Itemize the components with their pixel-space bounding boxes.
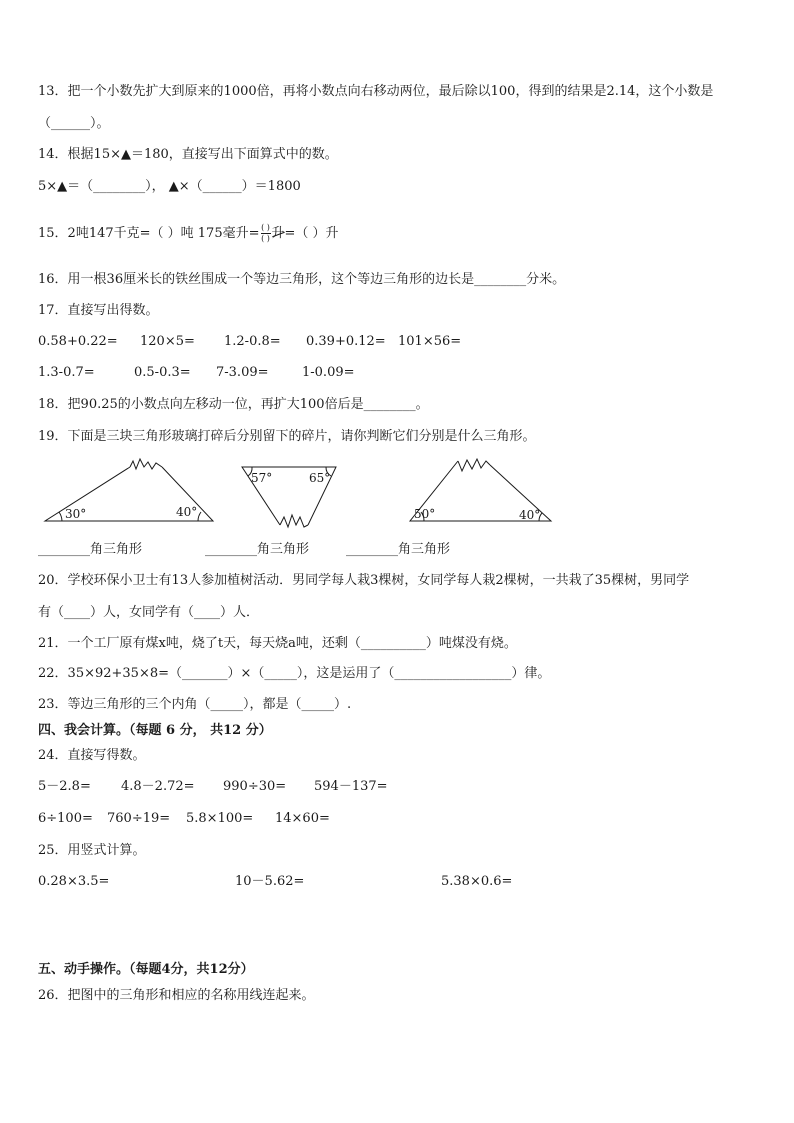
q17-r2-c1: 1.3-0.7= [38, 365, 95, 380]
q16-text: 16．用一根36厘米长的铁丝围成一个等边三角形，这个等边三角形的边长是________分米。 [38, 272, 566, 287]
q26-text: 26．把图中的三角形和相应的名称用线连起来。 [38, 988, 315, 1003]
q17-title: 17．直接写出得数。 [38, 303, 159, 318]
q19-fig2-left-angle: 57° [251, 471, 273, 485]
q25-item-1: 0.28×3.5= [38, 874, 110, 889]
q24-r2-c4: 14×60= [275, 811, 330, 826]
q15-strike-text: 升 [271, 226, 285, 241]
q19-fig3-left-angle: 50° [414, 507, 436, 521]
q17-r1-c5: 101×56= [398, 334, 462, 349]
q14-line1: 14．根据15×▲＝180，直接写出下面算式中的数。 [38, 147, 338, 162]
q17-r1-c2: 120×5= [140, 334, 195, 349]
section4-title: 四、我会计算。（每题 6 分， 共12 分） [38, 723, 272, 738]
q24-r1-c4: 594－137= [314, 779, 388, 794]
q17-r1-c1: 0.58+0.22= [38, 334, 118, 349]
q24-r2-c1: 6÷100= [38, 811, 93, 826]
q20-line2: 有（____）人，女同学有（____）人． [38, 605, 260, 620]
q14-line2: 5×▲＝（________）， ▲×（______）＝1800 [38, 179, 301, 194]
q13-line1: 13．把一个小数先扩大到原来的1000倍，再将小数点向右移动两位，最后除以100，得到的结果是2.14，这个小数是 [38, 84, 714, 99]
q24-r2-c2: 760÷19= [107, 811, 171, 826]
q17-r1-c3: 1.2-0.8= [224, 334, 281, 349]
q15-fraction [261, 224, 271, 243]
q19-answer-3: ________角三角形 [346, 542, 451, 557]
q24-r1-c3: 990÷30= [223, 779, 287, 794]
q22-text: 22．35×92+35×8=（_______）×（_____），这是运用了（__________________）律。 [38, 666, 551, 681]
q15-frac-num: ( ) [261, 223, 270, 232]
q19-answer-2: ________角三角形 [205, 542, 310, 557]
q17-r1-c4: 0.39+0.12= [306, 334, 386, 349]
q19-answer-1: ________角三角形 [38, 542, 143, 557]
q19-figures [0, 455, 794, 535]
q19-fig3-right-angle: 40° [519, 508, 541, 522]
q17-r2-c3: 7-3.09= [216, 365, 269, 380]
q13-line2: （______）。 [38, 116, 110, 131]
q17-r2-c2: 0.5-0.3= [134, 365, 191, 380]
q24-r1-c2: 4.8－2.72= [121, 779, 195, 794]
q19-fig1-left-angle: 30° [65, 507, 87, 521]
q20-line1: 20．学校环保小卫士有13人参加植树活动．男同学每人栽3棵树，女同学每人栽2棵树，一共栽了35棵树，男同学 [38, 573, 690, 588]
q19-fig2-triangle-fragment [242, 467, 336, 527]
q24-title: 24．直接写得数。 [38, 748, 146, 763]
q15-line [38, 224, 339, 243]
q24-r1-c1: 5－2.8= [38, 779, 91, 794]
q15-part2: =（ ）升 [284, 226, 339, 241]
q19-fig2-right-angle: 65° [309, 471, 331, 485]
q25-title: 25．用竖式计算。 [38, 843, 146, 858]
q25-item-3: 5.38×0.6= [441, 874, 513, 889]
q19-fig1-right-angle: 40° [176, 505, 198, 519]
q19-text: 19．下面是三块三角形玻璃打碎后分别留下的碎片，请你判断它们分别是什么三角形。 [38, 429, 536, 444]
section5-title: 五、动手操作。（每题4分，共12分） [38, 962, 254, 977]
q15-part1: 15．2吨147千克=（ ）吨 175毫升= [38, 226, 260, 241]
q19-fig1-triangle-fragment [45, 459, 213, 521]
q23-text: 23．等边三角形的三个内角（_____），都是（_____）. [38, 697, 352, 712]
q24-r2-c3: 5.8×100= [186, 811, 254, 826]
q19-fig3-triangle-fragment [410, 459, 551, 522]
q25-item-2: 10－5.62= [235, 874, 305, 889]
q17-r2-c4: 1-0.09= [302, 365, 355, 380]
q21-text: 21．一个工厂原有煤x吨，烧了t天，每天烧a吨，还剩（__________）吨煤没有烧。 [38, 636, 517, 651]
q18-text: 18．把90.25的小数点向左移动一位，再扩大100倍后是________。 [38, 397, 429, 412]
q15-frac-den: ( ) [261, 234, 270, 243]
